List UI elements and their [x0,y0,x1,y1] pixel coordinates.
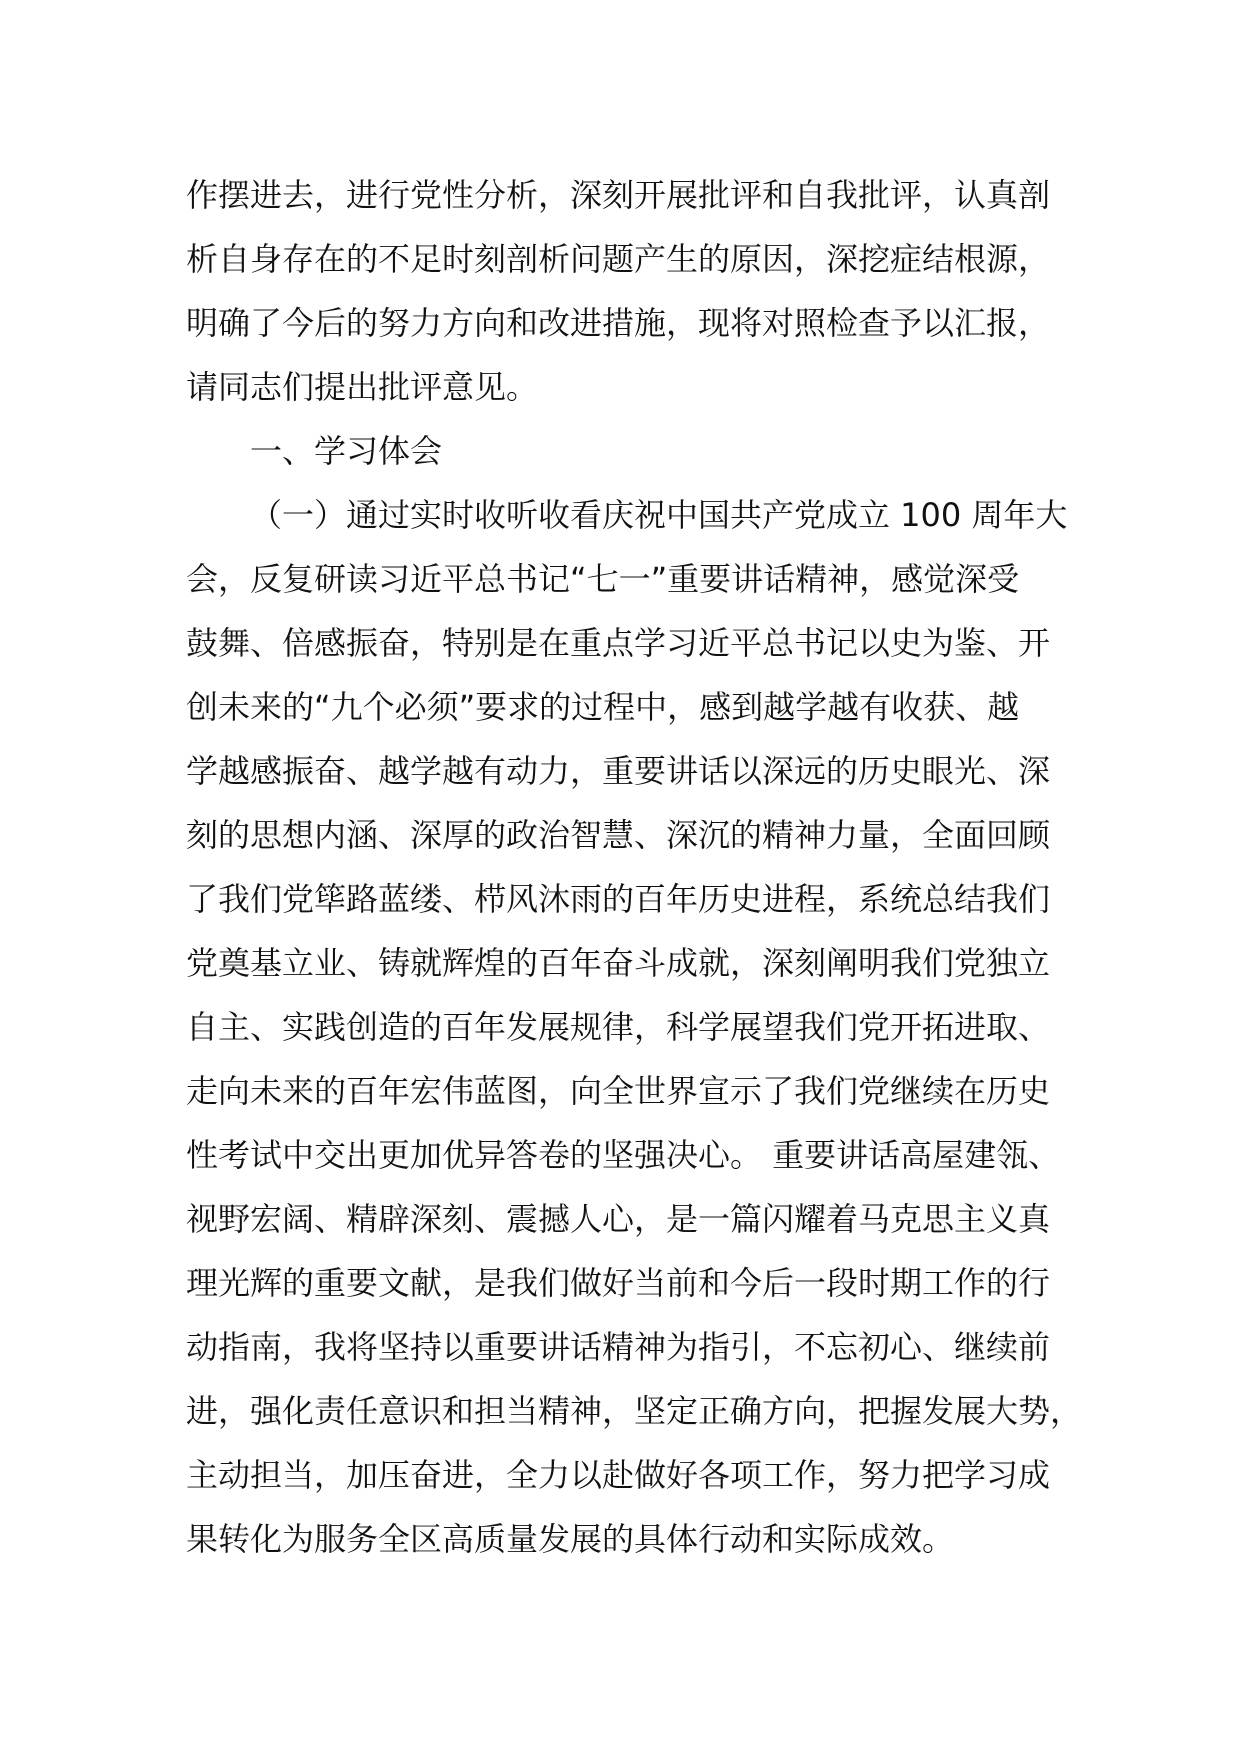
body-line: 视野宏阔、精辟深刻、震撼人心，是一篇闪耀着马克思主义真 [186,1200,1051,1238]
body-line: 走向未来的百年宏伟蓝图，向全世界宣示了我们党继续在历史 [186,1072,1051,1110]
body-line: 刻的思想内涵、深厚的政治智慧、深沉的精神力量，全面回顾 [186,816,1051,854]
body-line: 主动担当，加压奋进，全力以赴做好各项工作，努力把学习成 [186,1456,1051,1494]
body-line: 果转化为服务全区高质量发展的具体行动和实际成效。 [186,1520,955,1558]
body-line: 创未来的“九个必须”要求的过程中，感到越学越有收获、越 [186,688,1020,726]
body-line: 析自身存在的不足时刻剖析问题产生的原因，深挖症结根源， [186,240,1051,278]
body-line: 鼓舞、倍感振奋，特别是在重点学习近平总书记以史为鉴、开 [186,624,1051,662]
body-line: 性考试中交出更加优异答卷的坚强决心。 重要讲话高屋建瓴、 [186,1136,1061,1174]
document-body [186,163,1086,1571]
subsection-line: （一）通过实时收听收看庆祝中国共产党成立 100 周年大 [250,496,1068,534]
body-line: 明确了今后的努力方向和改进措施，现将对照检查予以汇报， [186,304,1051,342]
section-heading: 一、学习体会 [250,432,443,470]
body-line: 进，强化责任意识和担当精神，坚定正确方向，把握发展大势， [186,1392,1083,1430]
body-line: 理光辉的重要文献，是我们做好当前和今后一段时期工作的行 [186,1264,1051,1302]
body-line: 学越感振奋、越学越有动力，重要讲话以深远的历史眼光、深 [186,752,1051,790]
body-line: 请同志们提出批评意见。 [186,368,539,406]
body-line: 会，反复研读习近平总书记“七一”重要讲话精神，感觉深受 [186,560,1020,598]
body-line: 了我们党筚路蓝缕、栉风沐雨的百年历史进程，系统总结我们 [186,880,1051,918]
body-line: 动指南，我将坚持以重要讲话精神为指引，不忘初心、继续前 [186,1328,1051,1366]
body-line: 自主、实践创造的百年发展规律，科学展望我们党开拓进取、 [186,1008,1051,1046]
body-line: 作摆进去，进行党性分析，深刻开展批评和自我批评，认真剖 [186,176,1051,214]
body-line: 党奠基立业、铸就辉煌的百年奋斗成就，深刻阐明我们党独立 [186,944,1051,982]
